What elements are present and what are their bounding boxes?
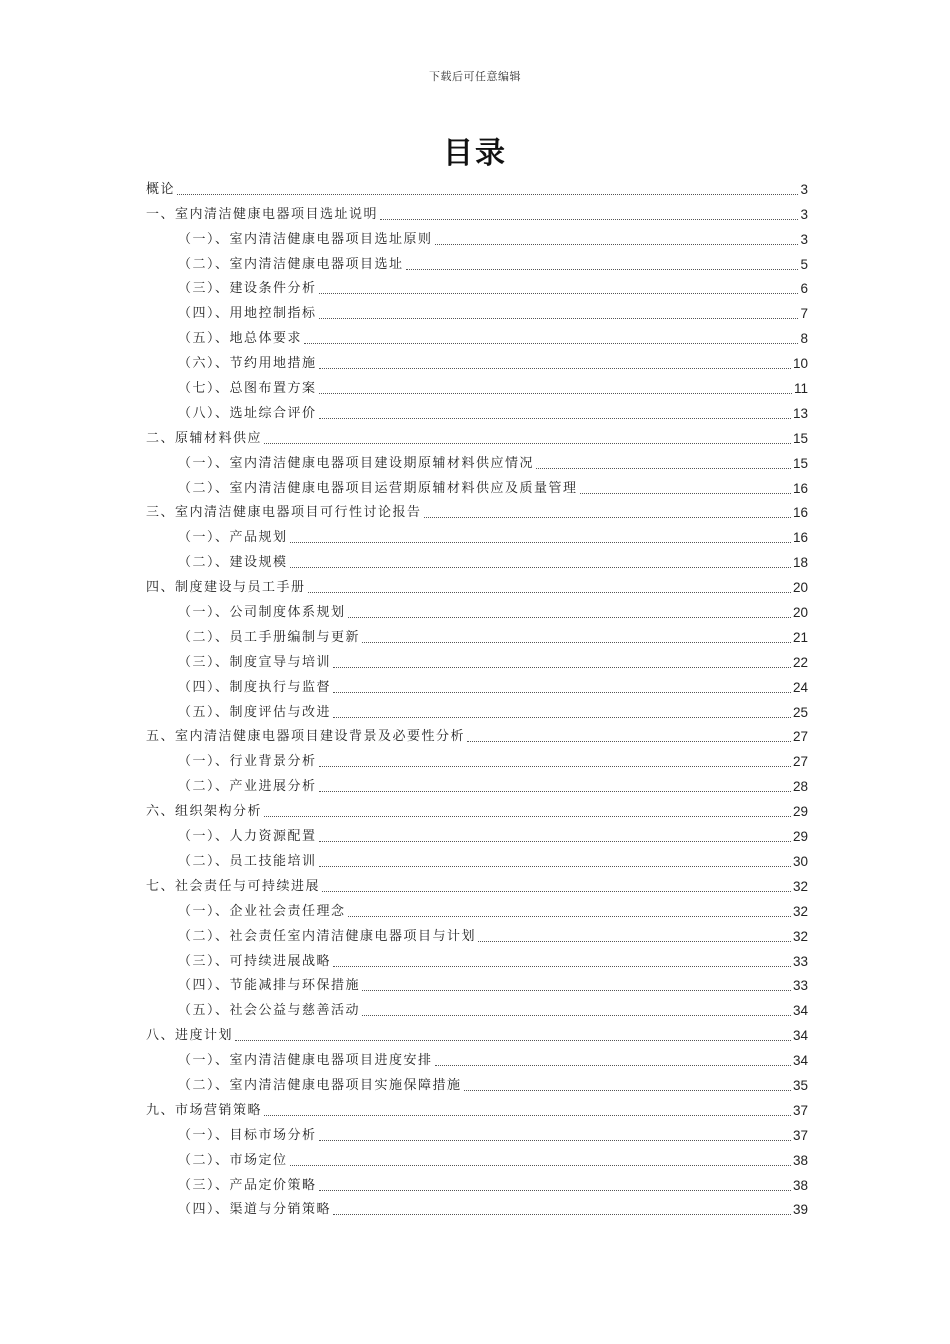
- toc-entry-page-number: 27: [792, 754, 808, 770]
- toc-dot-leader: [319, 866, 791, 867]
- toc-dot-leader: [319, 368, 791, 369]
- toc-entry-page-number: 33: [792, 953, 808, 969]
- toc-dot-leader: [464, 1090, 791, 1091]
- toc-entry-label: （三）、产品定价策略: [178, 1177, 317, 1193]
- toc-dot-leader: [362, 1015, 791, 1016]
- toc-entry[interactable]: [146, 771, 808, 796]
- toc-dot-leader: [290, 1165, 791, 1166]
- toc-entry[interactable]: [146, 697, 808, 722]
- toc-entry-page-number: 20: [792, 605, 808, 621]
- toc-dot-leader: [319, 1190, 791, 1191]
- toc-entry-label: （二）、员工手册编制与更新: [178, 629, 361, 645]
- toc-dot-leader: [264, 1115, 791, 1116]
- toc-entry-label: （五）、地总体要求: [178, 331, 303, 347]
- toc-entry-label: （二）、室内清洁健康电器项目实施保障措施: [178, 1077, 462, 1093]
- toc-entry[interactable]: [146, 796, 808, 821]
- toc-entry[interactable]: [146, 473, 808, 498]
- toc-entry[interactable]: [146, 871, 808, 896]
- toc-entry[interactable]: [146, 199, 808, 224]
- toc-entry[interactable]: [146, 398, 808, 423]
- toc-entry-page-number: 16: [792, 505, 808, 521]
- toc-entry-page-number: 15: [792, 455, 808, 471]
- toc-entry[interactable]: [146, 946, 808, 971]
- toc-dot-leader: [467, 741, 791, 742]
- toc-entry-label: （二）、室内清洁健康电器项目运营期原辅材料供应及质量管理: [178, 480, 578, 496]
- toc-dot-leader: [319, 841, 791, 842]
- toc-entry-page-number: 32: [792, 928, 808, 944]
- toc-dot-leader: [478, 941, 791, 942]
- toc-entry-page-number: 21: [792, 629, 808, 645]
- toc-dot-leader: [348, 916, 791, 917]
- toc-dot-leader: [322, 891, 791, 892]
- toc-entry-label: （八）、选址综合评价: [178, 405, 317, 421]
- toc-entry-page-number: 28: [792, 779, 808, 795]
- toc-entry-page-number: 3: [800, 206, 808, 222]
- toc-entry-label: （三）、建设条件分析: [178, 281, 317, 297]
- toc-entry-label: （一）、室内清洁健康电器项目进度安排: [178, 1053, 433, 1069]
- toc-entry-page-number: 39: [792, 1202, 808, 1218]
- toc-entry-label: 三、室内清洁健康电器项目可行性讨论报告: [146, 505, 422, 521]
- toc-entry-page-number: 29: [792, 829, 808, 845]
- toc-dot-leader: [319, 791, 791, 792]
- toc-entry-page-number: 7: [800, 306, 808, 322]
- toc-entry-label: （二）、产业进展分析: [178, 779, 317, 795]
- toc-entry[interactable]: [146, 896, 808, 921]
- toc-entry-page-number: 25: [792, 704, 808, 720]
- toc-entry-label: 二、原辅材料供应: [146, 430, 263, 446]
- toc-entry-page-number: 13: [792, 405, 808, 421]
- toc-entry-label: 五、室内清洁健康电器项目建设背景及必要性分析: [146, 729, 466, 745]
- toc-entry[interactable]: [146, 746, 808, 771]
- toc-entry[interactable]: [146, 547, 808, 572]
- toc-entry-page-number: 6: [800, 281, 808, 297]
- table-of-contents: [146, 174, 808, 1219]
- toc-dot-leader: [319, 1140, 791, 1141]
- toc-entry-label: 七、社会责任与可持续进展: [146, 878, 321, 894]
- toc-entry[interactable]: [146, 348, 808, 373]
- toc-dot-leader: [319, 318, 799, 319]
- toc-dot-leader: [319, 766, 791, 767]
- toc-entry-label: （二）、市场定位: [178, 1152, 288, 1168]
- toc-entry-page-number: 37: [792, 1102, 808, 1118]
- toc-entry-label: 六、组织架构分析: [146, 804, 263, 820]
- toc-entry-label: 九、市场营销策略: [146, 1102, 263, 1118]
- toc-entry-page-number: 34: [792, 1028, 808, 1044]
- toc-entry-page-number: 34: [792, 1053, 808, 1069]
- toc-entry[interactable]: [146, 249, 808, 274]
- toc-entry-label: 四、制度建设与员工手册: [146, 580, 306, 596]
- toc-dot-leader: [435, 244, 799, 245]
- toc-entry[interactable]: [146, 1145, 808, 1170]
- toc-entry[interactable]: [146, 672, 808, 697]
- toc-entry-label: （二）、建设规模: [178, 555, 288, 571]
- toc-dot-leader: [362, 990, 791, 991]
- toc-entry[interactable]: [146, 323, 808, 348]
- toc-entry[interactable]: [146, 1070, 808, 1095]
- toc-dot-leader: [333, 717, 791, 718]
- toc-entry[interactable]: [146, 572, 808, 597]
- toc-entry[interactable]: [146, 522, 808, 547]
- toc-entry-label: 八、进度计划: [146, 1028, 234, 1044]
- toc-entry-page-number: 29: [792, 804, 808, 820]
- toc-entry-label: （一）、行业背景分析: [178, 754, 317, 770]
- toc-dot-leader: [177, 194, 798, 195]
- toc-entry-label: （四）、节能减排与环保措施: [178, 978, 361, 994]
- toc-entry[interactable]: [146, 846, 808, 871]
- toc-entry[interactable]: [146, 174, 808, 199]
- toc-entry[interactable]: [146, 921, 808, 946]
- toc-entry-page-number: 38: [792, 1177, 808, 1193]
- toc-entry-label: （四）、用地控制指标: [178, 306, 317, 322]
- toc-dot-leader: [319, 418, 791, 419]
- toc-entry[interactable]: [146, 274, 808, 299]
- toc-dot-leader: [264, 443, 791, 444]
- toc-dot-leader: [380, 219, 798, 220]
- toc-entry[interactable]: [146, 448, 808, 473]
- toc-dot-leader: [424, 517, 791, 518]
- toc-entry-label: （一）、室内清洁健康电器项目选址原则: [178, 231, 433, 247]
- toc-entry[interactable]: [146, 622, 808, 647]
- toc-entry[interactable]: [146, 298, 808, 323]
- toc-entry-label: （二）、室内清洁健康电器项目选址: [178, 256, 404, 272]
- toc-entry-page-number: 30: [792, 853, 808, 869]
- toc-dot-leader: [333, 966, 791, 967]
- toc-entry-page-number: 16: [792, 530, 808, 546]
- toc-entry[interactable]: [146, 597, 808, 622]
- toc-entry[interactable]: [146, 224, 808, 249]
- toc-entry-label: 一、室内清洁健康电器项目选址说明: [146, 206, 379, 222]
- toc-title: 目录: [443, 136, 507, 171]
- toc-entry[interactable]: [146, 1120, 808, 1145]
- toc-dot-leader: [304, 343, 798, 344]
- toc-dot-leader: [333, 667, 791, 668]
- toc-dot-leader: [536, 468, 791, 469]
- toc-entry[interactable]: [146, 647, 808, 672]
- toc-entry-label: （三）、制度宣导与培训: [178, 654, 332, 670]
- toc-entry-page-number: 8: [800, 331, 808, 347]
- toc-entry-label: （一）、公司制度体系规划: [178, 605, 346, 621]
- toc-dot-leader: [290, 567, 791, 568]
- toc-entry-page-number: 32: [792, 903, 808, 919]
- toc-entry-label: （一）、室内清洁健康电器项目建设期原辅材料供应情况: [178, 455, 535, 471]
- toc-entry[interactable]: [146, 722, 808, 747]
- toc-dot-leader: [333, 1214, 791, 1215]
- toc-entry-page-number: 35: [792, 1077, 808, 1093]
- toc-entry[interactable]: [146, 1095, 808, 1120]
- toc-entry-page-number: 3: [800, 231, 808, 247]
- toc-dot-leader: [319, 393, 792, 394]
- toc-dot-leader: [308, 592, 791, 593]
- toc-entry-page-number: 3: [800, 181, 808, 197]
- toc-entry-page-number: 33: [792, 978, 808, 994]
- toc-entry-page-number: 10: [792, 356, 808, 372]
- toc-entry-label: （七）、总图布置方案: [178, 381, 317, 397]
- toc-entry-label: （一）、目标市场分析: [178, 1127, 317, 1143]
- toc-entry[interactable]: [146, 1170, 808, 1195]
- toc-dot-leader: [362, 642, 791, 643]
- toc-entry[interactable]: [146, 373, 808, 398]
- toc-entry-label: 概论: [146, 181, 176, 197]
- toc-entry-page-number: 20: [792, 580, 808, 596]
- toc-entry-label: （三）、可持续进展战略: [178, 953, 332, 969]
- toc-entry-label: （一）、企业社会责任理念: [178, 903, 346, 919]
- toc-entry[interactable]: [146, 995, 808, 1020]
- toc-entry[interactable]: [146, 498, 808, 523]
- toc-entry-label: （一）、产品规划: [178, 530, 288, 546]
- toc-entry-label: （二）、社会责任室内清洁健康电器项目与计划: [178, 928, 477, 944]
- toc-dot-leader: [290, 542, 791, 543]
- toc-entry-page-number: 5: [800, 256, 808, 272]
- toc-entry-page-number: 16: [792, 480, 808, 496]
- toc-entry-page-number: 32: [792, 878, 808, 894]
- toc-entry-page-number: 11: [793, 381, 808, 397]
- toc-entry-page-number: 24: [792, 679, 808, 695]
- toc-entry-label: （一）、人力资源配置: [178, 829, 317, 845]
- toc-entry[interactable]: [146, 423, 808, 448]
- toc-entry-page-number: 37: [792, 1127, 808, 1143]
- toc-dot-leader: [348, 617, 791, 618]
- toc-entry-page-number: 38: [792, 1152, 808, 1168]
- toc-entry[interactable]: [146, 821, 808, 846]
- toc-entry-label: （四）、渠道与分销策略: [178, 1202, 332, 1218]
- toc-entry[interactable]: [146, 1020, 808, 1045]
- toc-entry-label: （四）、制度执行与监督: [178, 679, 332, 695]
- toc-entry[interactable]: [146, 971, 808, 996]
- toc-entry[interactable]: [146, 1195, 808, 1220]
- toc-entry-page-number: 18: [792, 555, 808, 571]
- toc-entry-label: （五）、社会公益与慈善活动: [178, 1003, 361, 1019]
- toc-entry-page-number: 34: [792, 1003, 808, 1019]
- toc-entry-label: （二）、员工技能培训: [178, 853, 317, 869]
- toc-entry-page-number: 15: [792, 430, 808, 446]
- toc-entry-label: （五）、制度评估与改进: [178, 704, 332, 720]
- toc-entry-page-number: 22: [792, 654, 808, 670]
- toc-dot-leader: [580, 493, 791, 494]
- toc-dot-leader: [333, 692, 791, 693]
- toc-dot-leader: [264, 816, 791, 817]
- page-header-note: 下载后可任意编辑: [429, 70, 521, 83]
- toc-entry-label: （六）、节约用地措施: [178, 356, 317, 372]
- toc-entry[interactable]: [146, 1045, 808, 1070]
- toc-dot-leader: [435, 1065, 791, 1066]
- toc-dot-leader: [406, 269, 799, 270]
- toc-entry-page-number: 27: [792, 729, 808, 745]
- toc-dot-leader: [319, 293, 799, 294]
- toc-dot-leader: [235, 1040, 791, 1041]
